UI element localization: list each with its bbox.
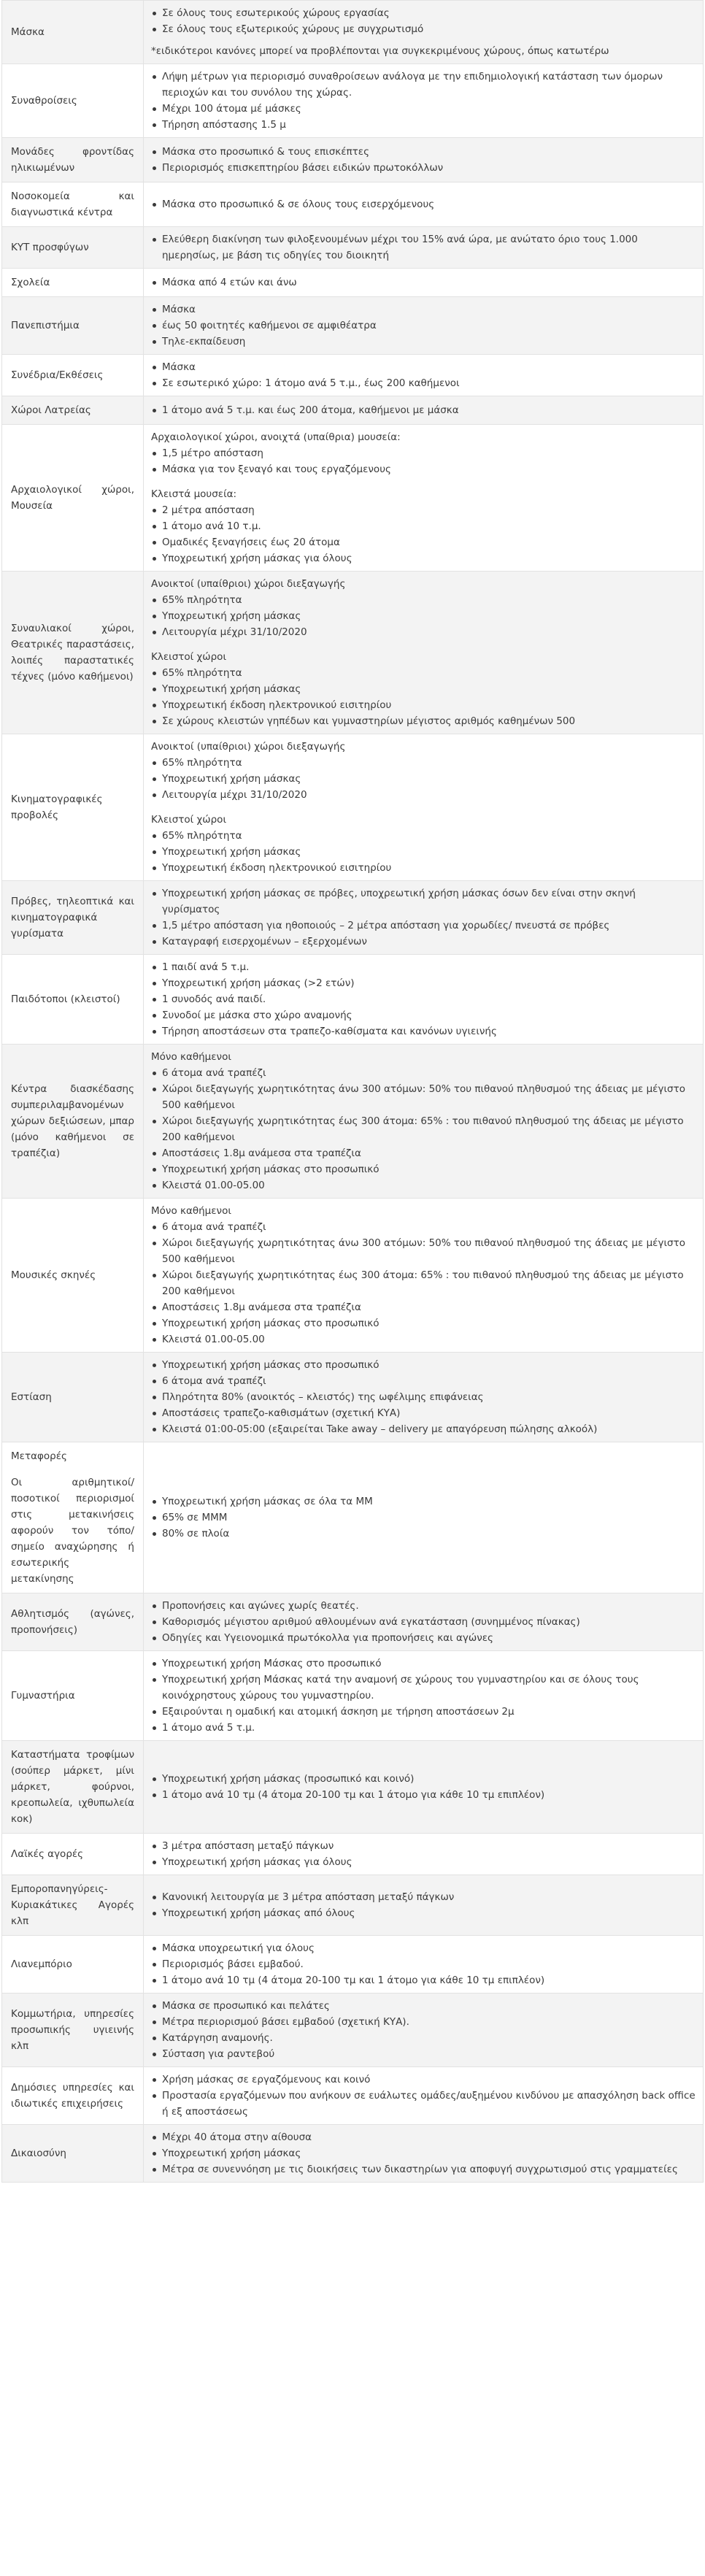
list-item: Σε όλους τους εσωτερικούς χώρους εργασίας <box>151 5 696 21</box>
measures-cell <box>144 269 704 297</box>
category-cell <box>2 1353 144 1442</box>
measures-cell <box>144 1741 704 1834</box>
measures-cell <box>144 1199 704 1353</box>
measures-cell <box>144 355 704 396</box>
measure-group <box>151 576 696 640</box>
measures-cell <box>144 1442 704 1593</box>
category-label: Αθλητισμός (αγώνες, προπονήσεις) <box>11 1608 134 1636</box>
category-label: Νοσοκομεία και διαγνωστικά κέντρα <box>11 191 134 218</box>
category-label: Μάσκα <box>11 26 45 38</box>
measures-cell <box>144 396 704 425</box>
list-item: Οδηγίες και Υγειονομικά πρωτόκολλα για προπονήσεις και αγώνες <box>151 1630 696 1646</box>
list-item: Χώροι διεξαγωγής χωρητικότητας έως 300 άτομα: 65% : του πιθανού πληθυσμού της άδειας με μέγιστο 200 καθήμενοι <box>151 1113 696 1145</box>
list-item: Υποχρεωτική έκδοση ηλεκτρονικού εισιτηρίου <box>151 860 696 876</box>
list-item: Μάσκα <box>151 301 696 318</box>
category-cell <box>2 297 144 355</box>
list-item: Υποχρεωτική χρήση μάσκας σε όλα τα ΜΜ <box>151 1493 696 1510</box>
list-item: Υποχρεωτική χρήση Μάσκας στο προσωπικό <box>151 1656 696 1672</box>
list-item: Υποχρεωτική χρήση μάσκας στο προσωπικό <box>151 1161 696 1177</box>
measures-cell <box>144 1651 704 1741</box>
measures-cell <box>144 1 704 64</box>
list-item: Υποχρεωτική χρήση μάσκας <box>151 681 696 697</box>
list-item: 65% πληρότητα <box>151 828 696 844</box>
measure-group <box>151 402 696 418</box>
category-cell <box>2 64 144 138</box>
measures-cell <box>144 138 704 182</box>
measure-group <box>151 1940 696 1988</box>
list-item: 1,5 μέτρο απόσταση για ηθοποιούς – 2 μέτρα απόσταση για χορωδίες/ πνευστά σε πρόβες <box>151 918 696 934</box>
bullet-list <box>151 1065 696 1193</box>
list-item: Σε όλους τους εξωτερικούς χώρους με συγχρωτισμό <box>151 21 696 37</box>
list-item: Υποχρεωτική χρήση μάσκας <box>151 771 696 787</box>
list-item: Ομαδικές ξεναγήσεις έως 20 άτομα <box>151 534 696 550</box>
bullet-list <box>151 959 696 1039</box>
list-item: Λειτουργία μέχρι 31/10/2020 <box>151 624 696 640</box>
bullet-list <box>151 1940 696 1988</box>
category-label: Κομμωτήρια, υπηρεσίες προσωπικής υγιεινής κλπ <box>11 2008 134 2052</box>
list-item: Περιορισμός επισκεπτηρίου βάσει ειδικών πρωτοκόλλων <box>151 160 696 176</box>
category-label: Κέντρα διασκέδασης συμπεριλαμβανομένων χώρων δεξιώσεων, μπαρ (μόνο καθήμενοι σε τραπέζια) <box>11 1083 134 1159</box>
list-item: 6 άτομα ανά τραπέζι <box>151 1065 696 1081</box>
list-item: Μάσκα στο προσωπικό & τους επισκέπτες <box>151 144 696 160</box>
list-item: Υποχρεωτική χρήση μάσκας σε πρόβες, υποχρεωτική χρήση μάσκας όσων δεν είναι στην σκηνή γυρίσματος <box>151 885 696 918</box>
bullet-list <box>151 1656 696 1736</box>
list-item: 1 άτομο ανά 10 τμ (4 άτομα 20-100 τμ και 1 άτομο για κάθε 10 τμ επιπλέον) <box>151 1972 696 1988</box>
list-item: Σε εσωτερικό χώρο: 1 άτομο ανά 5 τ.μ., έως 200 καθήμενοι <box>151 375 696 391</box>
measures-cell <box>144 1593 704 1651</box>
category-label: Κινηματογραφικές προβολές <box>11 793 103 821</box>
group-heading: Ανοικτοί (υπαίθριοι) χώροι διεξαγωγής <box>151 578 346 590</box>
footnote: *ειδικότεροι κανόνες μπορεί να προβλέπονται για συγκεκριμένους χώρους, όπως κατωτέρω <box>151 45 609 57</box>
table-row <box>2 955 704 1045</box>
measure-group <box>151 1889 696 1921</box>
table-row <box>2 2125 704 2183</box>
list-item: 1 άτομο ανά 5 τ.μ. <box>151 1720 696 1736</box>
category-label: Δικαιοσύνη <box>11 2148 66 2159</box>
category-cell <box>2 269 144 297</box>
category-label: Εστίαση <box>11 1391 52 1403</box>
category-cell <box>2 1045 144 1199</box>
list-item: Μάσκα στο προσωπικό & σε όλους τους εισερχόμενους <box>151 196 696 212</box>
table-row <box>2 572 704 734</box>
bullet-list <box>151 5 696 37</box>
bullet-list <box>151 828 696 876</box>
list-item: 1 παιδί ανά 5 τ.μ. <box>151 959 696 975</box>
list-item: 65% πληρότητα <box>151 755 696 771</box>
category-cell <box>2 1593 144 1651</box>
list-item: Σε χώρους κλειστών γηπέδων και γυμναστηρίων μέγιστος αριθμός καθημένων 500 <box>151 713 696 729</box>
list-item: 6 άτομα ανά τραπέζι <box>151 1219 696 1235</box>
list-item: Μέτρα σε συνεννόηση με τις διοικήσεις των δικαστηρίων για αποφυγή συγχρωτισμού στις γραμματείες <box>151 2161 696 2177</box>
category-cell <box>2 1993 144 2067</box>
category-cell <box>2 734 144 881</box>
list-item: Πληρότητα 80% (ανοικτός – κλειστός) της ωφέλιμης επιφάνειας <box>151 1389 696 1405</box>
bullet-list <box>151 755 696 803</box>
table-row <box>2 1593 704 1651</box>
list-item: Εξαιρούνται η ομαδική και ατομική άσκηση με τήρηση αποστάσεων 2μ <box>151 1704 696 1720</box>
category-label: Δημόσιες υπηρεσίες και ιδιωτικές επιχειρήσεις <box>11 2082 134 2110</box>
group-heading: Κλειστοί χώροι <box>151 814 227 826</box>
list-item: Τήρηση αποστάσεων στα τραπεζο-καθίσματα και κανόνων υγιεινής <box>151 1023 696 1039</box>
table-row <box>2 1741 704 1834</box>
list-item: Υποχρεωτική έκδοση ηλεκτρονικού εισιτηρίου <box>151 697 696 713</box>
measure-group <box>151 1203 696 1347</box>
category-cell <box>2 2125 144 2183</box>
bullet-list <box>151 445 696 477</box>
list-item: Υποχρεωτική χρήση μάσκας για όλους <box>151 550 696 566</box>
list-item: 65% πληρότητα <box>151 665 696 681</box>
table-row <box>2 396 704 425</box>
table-row <box>2 1993 704 2067</box>
measure-group <box>151 812 696 876</box>
category-cell <box>2 2067 144 2125</box>
measures-cell <box>144 572 704 734</box>
list-item: 80% σε πλοία <box>151 1526 696 1542</box>
list-item: Μέχρι 100 άτομα μέ μάσκες <box>151 101 696 117</box>
list-item: 65% πληρότητα <box>151 592 696 608</box>
list-item: Τηλε-εκπαίδευση <box>151 334 696 350</box>
measure-group <box>151 429 696 477</box>
category-cell <box>2 881 144 955</box>
table-row <box>2 1875 704 1936</box>
table-row <box>2 1045 704 1199</box>
measure-group <box>151 885 696 950</box>
measure-group <box>151 739 696 803</box>
measures-cell <box>144 734 704 881</box>
list-item: Αποστάσεις τραπεζο-καθισμάτων (σχετική ΚΥΑ) <box>151 1405 696 1421</box>
category-label: Αρχαιολογικοί χώροι, Μουσεία <box>11 484 134 512</box>
table-row <box>2 1 704 64</box>
bullet-list <box>151 1998 696 2062</box>
category-cell <box>2 182 144 227</box>
measures-cell <box>144 955 704 1045</box>
list-item: Κλειστά 01.00-05.00 <box>151 1177 696 1193</box>
measures-cell <box>144 1834 704 1875</box>
category-cell <box>2 1651 144 1741</box>
bullet-list <box>151 69 696 133</box>
measure-group <box>151 5 696 37</box>
list-item: 3 μέτρα απόσταση μεταξύ πάγκων <box>151 1838 696 1854</box>
measure-group <box>151 359 696 391</box>
group-heading: Μόνο καθήμενοι <box>151 1205 231 1217</box>
list-item: Προπονήσεις και αγώνες χωρίς θεατές. <box>151 1598 696 1614</box>
list-item: Λειτουργία μέχρι 31/10/2020 <box>151 787 696 803</box>
list-item: Χώροι διεξαγωγής χωρητικότητας άνω 300 ατόμων: 50% του πιθανού πληθυσμού της άδειας με μέγιστο 500 καθήμενοι <box>151 1235 696 1267</box>
category-label: Λαϊκές αγορές <box>11 1848 84 1860</box>
list-item: Λήψη μέτρων για περιορισμό συναθροίσεων ανάλογα με την επιδημιολογική κατάσταση των όμορων περιοχών και του συνόλου της χώρας. <box>151 69 696 101</box>
group-heading: Μόνο καθήμενοι <box>151 1051 231 1063</box>
measure-group <box>151 1049 696 1193</box>
table-row <box>2 182 704 227</box>
bullet-list <box>151 144 696 176</box>
list-item: Χώροι διεξαγωγής χωρητικότητας έως 300 άτομα: 65% : του πιθανού πληθυσμού της άδειας με μέγιστο 200 καθήμενοι <box>151 1267 696 1299</box>
category-cell <box>2 227 144 269</box>
list-item: Υποχρεωτική χρήση μάσκας <box>151 608 696 624</box>
list-item: Αποστάσεις 1.8μ ανάμεσα στα τραπέζια <box>151 1145 696 1161</box>
category-label: Σχολεία <box>11 277 50 288</box>
list-item: Καθορισμός μέγιστου αριθμού αθλουμένων ανά εγκατάσταση (συνημμένος πίνακας) <box>151 1614 696 1630</box>
table-row <box>2 138 704 182</box>
group-heading: Κλειστοί χώροι <box>151 651 227 663</box>
list-item: 1 άτομο ανά 5 τ.μ. και έως 200 άτομα, καθήμενοι με μάσκα <box>151 402 696 418</box>
list-item: Μάσκα υποχρεωτική για όλους <box>151 1940 696 1956</box>
measure-group <box>151 486 696 566</box>
category-sublabel: Οι αριθμητικοί/ ποσοτικοί περιορισμοί στις μετακινήσεις αφορούν τον τόπο/ σημείο αναχώρησης ή εσωτερικής μετακίνησης <box>11 1477 134 1585</box>
table-row <box>2 1199 704 1353</box>
table-row <box>2 425 704 572</box>
bullet-list <box>151 1838 696 1870</box>
list-item: Κλειστά 01:00-05:00 (εξαιρείται Take away – delivery με απαγόρευση πώλησης αλκοόλ) <box>151 1421 696 1437</box>
measures-table <box>1 0 704 2183</box>
measures-cell <box>144 1936 704 1993</box>
list-item: Μέτρα περιορισμού βάσει εμβαδού (σχετική ΚΥΑ). <box>151 2014 696 2030</box>
measures-table-body <box>2 1 704 2183</box>
bullet-list <box>151 274 696 291</box>
group-heading: Αρχαιολογικοί χώροι, ανοιχτά (υπαίθρια) μουσεία: <box>151 431 401 443</box>
measures-cell <box>144 182 704 227</box>
table-row <box>2 1834 704 1875</box>
measure-group <box>151 1771 696 1803</box>
measures-cell <box>144 2067 704 2125</box>
bullet-list <box>151 359 696 391</box>
bullet-list <box>151 1357 696 1437</box>
category-label: Παιδότοποι (κλειστοί) <box>11 993 120 1005</box>
table-row <box>2 881 704 955</box>
list-item: Υποχρεωτική χρήση μάσκας στο προσωπικό <box>151 1315 696 1331</box>
bullet-list <box>151 1889 696 1921</box>
bullet-list <box>151 231 696 264</box>
list-item: 6 άτομα ανά τραπέζι <box>151 1373 696 1389</box>
category-cell <box>2 1442 144 1593</box>
list-item: Περιορισμός βάσει εμβαδού. <box>151 1956 696 1972</box>
bullet-list <box>151 2129 696 2177</box>
measure-group <box>151 69 696 133</box>
measures-cell <box>144 1353 704 1442</box>
table-row <box>2 297 704 355</box>
group-heading: Ανοικτοί (υπαίθριοι) χώροι διεξαγωγής <box>151 741 346 753</box>
list-item: Τήρηση απόστασης 1.5 μ <box>151 117 696 133</box>
category-label: Συναυλιακοί χώροι, Θεατρικές παραστάσεις, λοιπές παραστατικές τέχνες (μόνο καθήμενοι) <box>11 623 134 683</box>
category-label: Χώροι Λατρείας <box>11 404 91 416</box>
measure-group <box>151 2072 696 2120</box>
category-cell <box>2 1875 144 1936</box>
list-item: Καταγραφή εισερχομένων – εξερχομένων <box>151 934 696 950</box>
measures-cell <box>144 881 704 955</box>
measure-group <box>151 196 696 212</box>
bullet-list <box>151 502 696 566</box>
list-item: 1 άτομο ανά 10 τμ (4 άτομα 20-100 τμ και 1 άτομο για κάθε 10 τμ επιπλέον) <box>151 1787 696 1803</box>
list-item: Υποχρεωτική χρήση μάσκας (προσωπικό και κοινό) <box>151 1771 696 1787</box>
table-row <box>2 734 704 881</box>
category-label: Μονάδες φροντίδας ηλικιωμένων <box>11 146 134 174</box>
list-item: Σύσταση για ραντεβού <box>151 2046 696 2062</box>
measure-group <box>151 1838 696 1870</box>
table-row <box>2 227 704 269</box>
category-cell <box>2 1936 144 1993</box>
list-item: Υποχρεωτική χρήση μάσκας <box>151 844 696 860</box>
category-label: Καταστήματα τροφίμων (σούπερ μάρκετ, μίνι μάρκετ, φούρνοι, κρεοπωλεία, ιχθυπωλεία κοκ) <box>11 1749 134 1825</box>
category-cell <box>2 396 144 425</box>
list-item: Μάσκα για τον ξεναγό και τους εργαζόμενους <box>151 461 696 477</box>
bullet-list <box>151 1598 696 1646</box>
measure-group <box>151 959 696 1039</box>
list-item: Υποχρεωτική χρήση μάσκας για όλους <box>151 1854 696 1870</box>
list-item: Χρήση μάσκας σε εργαζόμενους και κοινό <box>151 2072 696 2088</box>
list-item: Μάσκα από 4 ετών και άνω <box>151 274 696 291</box>
list-item: Κλειστά 01.00-05.00 <box>151 1331 696 1347</box>
category-label: Λιανεμπόριο <box>11 1958 72 1970</box>
category-label: Γυμναστήρια <box>11 1690 75 1702</box>
measure-group <box>151 649 696 729</box>
category-label: Εμποροπανηγύρεις-Κυριακάτικες Αγορές κλπ <box>11 1883 134 1927</box>
bullet-list <box>151 1493 696 1542</box>
category-label: Συνέδρια/Εκθέσεις <box>11 369 104 381</box>
measures-cell <box>144 1875 704 1936</box>
category-cell <box>2 355 144 396</box>
category-cell <box>2 1 144 64</box>
bullet-list <box>151 1771 696 1803</box>
category-label: Συναθροίσεις <box>11 95 77 107</box>
list-item: Χώροι διεξαγωγής χωρητικότητας άνω 300 ατόμων: 50% του πιθανού πληθυσμού της άδειας με μέγιστο 500 καθήμενοι <box>151 1081 696 1113</box>
list-item: Υποχρεωτική χρήση Μάσκας κατά την αναμονή σε χώρους του γυμναστηρίου και σε όλους τους κοινόχρηστους χώρους του γυμναστηρίου. <box>151 1672 696 1704</box>
bullet-list <box>151 196 696 212</box>
list-item: Υποχρεωτική χρήση μάσκας <box>151 2145 696 2161</box>
table-row <box>2 2067 704 2125</box>
measure-group <box>151 301 696 350</box>
measure-group <box>151 2129 696 2177</box>
measure-group <box>151 144 696 176</box>
category-cell <box>2 955 144 1045</box>
category-label: Πανεπιστήμια <box>11 320 80 331</box>
measure-group <box>151 1493 696 1542</box>
measures-cell <box>144 227 704 269</box>
list-item: Υποχρεωτική χρήση μάσκας (>2 ετών) <box>151 975 696 991</box>
measures-cell <box>144 297 704 355</box>
measure-group <box>151 1998 696 2062</box>
measure-group <box>151 274 696 291</box>
table-row <box>2 1936 704 1993</box>
list-item: Συνοδοί με μάσκα στο χώρο αναμονής <box>151 1007 696 1023</box>
measure-group <box>151 231 696 264</box>
list-item: Κανονική λειτουργία με 3 μέτρα απόσταση μεταξύ πάγκων <box>151 1889 696 1905</box>
bullet-list <box>151 2072 696 2120</box>
measures-cell <box>144 425 704 572</box>
list-item: Κατάργηση αναμονής. <box>151 2030 696 2046</box>
category-cell <box>2 1741 144 1834</box>
category-label: ΚΥΤ προσφύγων <box>11 242 89 253</box>
bullet-list <box>151 301 696 350</box>
category-cell <box>2 425 144 572</box>
measures-cell <box>144 64 704 138</box>
list-item: Υποχρεωτική χρήση μάσκας στο προσωπικό <box>151 1357 696 1373</box>
category-cell <box>2 572 144 734</box>
list-item: Μάσκα σε προσωπικό και πελάτες <box>151 1998 696 2014</box>
category-label: Πρόβες, τηλεοπτικά και κινηματογραφικά γυρίσματα <box>11 896 134 939</box>
bullet-list <box>151 592 696 640</box>
table-row <box>2 269 704 297</box>
bullet-list <box>151 885 696 950</box>
bullet-list <box>151 665 696 729</box>
bullet-list <box>151 1219 696 1347</box>
list-item: Αποστάσεις 1.8μ ανάμεσα στα τραπέζια <box>151 1299 696 1315</box>
measures-cell <box>144 2125 704 2183</box>
category-label: Μεταφορές <box>11 1450 67 1462</box>
table-row <box>2 1353 704 1442</box>
measures-cell <box>144 1993 704 2067</box>
list-item: Μάσκα <box>151 359 696 375</box>
category-cell <box>2 1834 144 1875</box>
list-item: 1 άτομο ανά 10 τ.μ. <box>151 518 696 534</box>
category-cell <box>2 1199 144 1353</box>
table-row <box>2 1442 704 1593</box>
group-heading: Κλειστά μουσεία: <box>151 488 237 500</box>
list-item: έως 50 φοιτητές καθήμενοι σε αμφιθέατρα <box>151 318 696 334</box>
list-item: 65% σε ΜΜΜ <box>151 1510 696 1526</box>
list-item: Ελεύθερη διακίνηση των φιλοξενουμένων μέχρι του 15% ανά ώρα, με ανώτατο όριο τους 1.000 ημερησίως, με βάση τις οδηγίες του διοικητή <box>151 231 696 264</box>
table-row <box>2 355 704 396</box>
measure-group <box>151 1357 696 1437</box>
category-label: Μουσικές σκηνές <box>11 1269 96 1281</box>
list-item: Προστασία εργαζόμενων που ανήκουν σε ευάλωτες ομάδες/αυξημένου κινδύνου με απασχόληση back office ή εξ αποστάσεως <box>151 2088 696 2120</box>
category-cell <box>2 138 144 182</box>
list-item: Υποχρεωτική χρήση μάσκας από όλους <box>151 1905 696 1921</box>
table-row <box>2 1651 704 1741</box>
list-item: 1 συνοδός ανά παιδί. <box>151 991 696 1007</box>
list-item: 1,5 μέτρο απόσταση <box>151 445 696 461</box>
list-item: 2 μέτρα απόσταση <box>151 502 696 518</box>
measure-group <box>151 1656 696 1736</box>
bullet-list <box>151 402 696 418</box>
list-item: Μέχρι 40 άτομα στην αίθουσα <box>151 2129 696 2145</box>
measures-cell <box>144 1045 704 1199</box>
measure-group <box>151 1598 696 1646</box>
table-row <box>2 64 704 138</box>
